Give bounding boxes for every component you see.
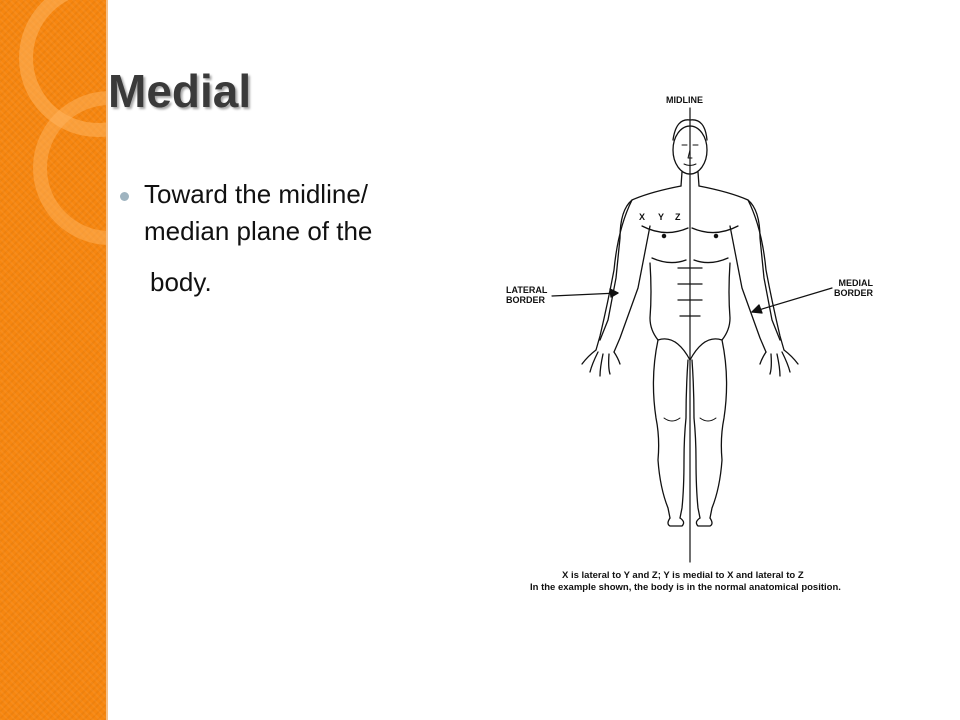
medial-label-line-2: BORDER — [834, 288, 874, 298]
bullet-line-1: Toward the midline/ — [144, 179, 368, 209]
bullet-item — [118, 176, 418, 250]
z-point-label: Z — [675, 212, 681, 222]
x-point-label: X — [639, 212, 646, 222]
y-point-label: Y — [658, 212, 665, 222]
caption-line-1: X is lateral to Y and Z; Y is medial to X and lateral to Z — [562, 570, 804, 581]
lateral-label-line-1: LATERAL — [506, 285, 548, 295]
left-hand — [582, 350, 620, 376]
midline-label: MIDLINE — [666, 95, 703, 105]
human-figure-drawing — [500, 88, 900, 608]
lateral-arrow-line — [552, 293, 618, 296]
bullet-dot-icon — [120, 192, 129, 201]
lateral-label-line-2: BORDER — [506, 295, 546, 305]
caption-line-2: In the example shown, the body is in the normal anatomical position. — [530, 582, 841, 593]
medial-border-label — [834, 278, 873, 298]
right-arm — [748, 200, 784, 350]
left-leg-outer — [653, 340, 670, 518]
bullet-line-2: median plane of the — [144, 216, 373, 246]
medial-label-line-1: MEDIAL — [838, 278, 874, 288]
left-foot — [668, 518, 684, 526]
right-leg-inner — [692, 360, 700, 518]
medial-arrow-head — [752, 305, 762, 313]
left-nipple — [662, 234, 665, 237]
decorative-rings — [0, 0, 106, 720]
bullet-list — [118, 176, 418, 301]
bullet-continuation: body. — [150, 267, 212, 297]
right-leg-outer — [710, 340, 727, 518]
right-nipple — [714, 234, 717, 237]
right-hand — [760, 350, 798, 376]
right-foot — [696, 518, 712, 526]
left-leg-inner — [680, 360, 688, 518]
left-arm — [596, 200, 632, 350]
lateral-border-label — [506, 285, 547, 305]
medial-arrow-line — [752, 288, 832, 312]
slide-title: Medial — [108, 65, 252, 117]
anatomy-diagram — [500, 88, 900, 608]
orange-sidebar-decoration — [0, 0, 106, 720]
